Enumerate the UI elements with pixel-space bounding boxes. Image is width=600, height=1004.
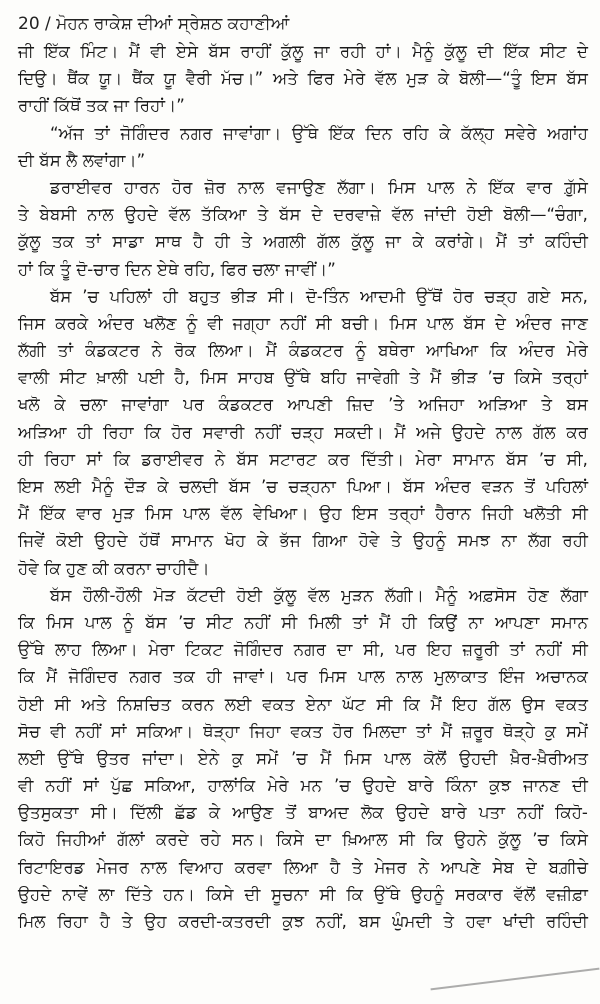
text-line: ਰਿਟਾਇਰਡ ਮੇਜਰ ਨਾਲ ਵਿਆਹ ਕਰਵਾ ਲਿਆ ਹੈ ਤੇ ਮੇਜਰ ਨੇ ਆਪਣੇ ਸੇਬ ਦੇ ਬਗ਼ੀਚੇ [18,857,588,877]
text-line: ਕੁੱਲੂ ਤਕ ਤਾਂ ਸਾਡਾ ਸਾਥ ਹੈ ਹੀ ਤੇ ਅਗਲੀ ਗੱਲ ਕੁੱਲੂ ਜਾ ਕੇ ਕਰਾਂਗੇ। ਮੈਂ ਤਾਂ ਕਹਿੰਦੀ [18,232,588,252]
text-line: “ਅੱਜ ਤਾਂ ਜੋਗਿੰਦਰ ਨਗਰ ਜਾਵਾਂਗਾ। ਉੱਥੇ ਇੱਕ ਦਿਨ ਰਹਿ ਕੇ ਕੱਲ੍ਹ ਸਵੇਰੇ ਅਗਾਂਹ [50,123,588,143]
text-line: ਜਿਵੇਂ ਕੋਈ ਉਹਦੇ ਹੱਥੋਂ ਸਾਮਾਨ ਖੋਹ ਕੇ ਭੱਜ ਗਿਆ ਹੋਵੇ ਤੇ ਉਹਨੂੰ ਸਮਝ ਨਾ ਲੱਗ ਰਹੀ [18,531,588,551]
text-line: ਖਲੋ ਕੇ ਚਲਾ ਜਾਵਾਂਗਾ ਪਰ ਕੰਡਕਟਰ ਆਪਣੀ ਜ਼ਿਦ ’ਤੇ ਅਜਿਹਾ ਅੜਿਆ ਤੇ ਬਸ [18,395,588,415]
page-number: 20 [18,14,40,34]
text-line: ਬੱਸ ’ਚ ਪਹਿਲਾਂ ਹੀ ਬਹੁਤ ਭੀੜ ਸੀ। ਦੋ-ਤਿੰਨ ਆਦਮੀ ਉੱਥੋਂ ਹੋਰ ਚੜ੍ਹ ਗਏ ਸਨ, [50,286,588,306]
text-line: ਹਾਂ ਕਿ ਤੂੰ ਦੋ-ਚਾਰ ਦਿਨ ਏਥੇ ਰਹਿ, ਫਿਰ ਚਲਾ ਜਾਵੀਂ।” [18,259,336,279]
text-line: ਵਾਲੀ ਸੀਟ ਖ਼ਾਲੀ ਪਈ ਹੈ, ਮਿਸ ਸਾਹਬ ਉੱਥੇ ਬਹਿ ਜਾਵੇਗੀ ਤੇ ਮੈਂ ਭੀੜ ’ਚ ਕਿਸੇ ਤਰ੍ਹਾਂ [18,368,588,388]
body-text [18,38,588,935]
text-line: ਦਿਉ। ਥੈਂਕ ਯੂ। ਥੈਂਕ ਯੂ ਵੈਰੀ ਮੱਚ।” ਅਤੇ ਫਿਰ ਮੇਰੇ ਵੱਲ ਮੁੜ ਕੇ ਬੋਲੀ—“ਤੂੰ ਇਸ ਬੱਸ [18,69,588,89]
text-line: ਤੇ ਬੇਬਸੀ ਨਾਲ ਉਹਦੇ ਵੱਲ ਤੱਕਿਆ ਤੇ ਬੱਸ ਦੇ ਦਰਵਾਜ਼ੇ ਵੱਲ ਜਾਂਦੀ ਹੋਈ ਬੋਲੀ—“ਚੰਗਾ, [18,205,588,225]
text-line: ਉਤਸੁਕਤਾ ਸੀ। ਦਿੱਲੀ ਛੱਡ ਕੇ ਆਉਣ ਤੋਂ ਬਾਅਦ ਲੋਕ ਉਹਦੇ ਬਾਰੇ ਪਤਾ ਨਹੀਂ ਕਿਹੋ- [18,803,588,823]
book-title: ਮੋਹਨ ਰਾਕੇਸ਼ ਦੀਆਂ ਸ੍ਰੇਸ਼ਠ ਕਹਾਣੀਆਂ [56,14,290,34]
text-line: ਹੀ ਰਿਹਾ ਸਾਂ ਕਿ ਡਰਾਈਵਰ ਨੇ ਬੱਸ ਸਟਾਰਟ ਕਰ ਦਿੱਤੀ। ਮੇਰਾ ਸਾਮਾਨ ਬੱਸ ’ਚ ਸੀ, [18,449,588,469]
text-line: ਉੱਥੇ ਲਾਹ ਲਿਆ। ਮੇਰਾ ਟਿਕਟ ਜੋਗਿੰਦਰ ਨਗਰ ਦਾ ਸੀ, ਪਰ ਇਹ ਜ਼ਰੂਰੀ ਤਾਂ ਨਹੀਂ ਸੀ [18,640,588,660]
text-line: ਮੈਂ ਇੱਕ ਵਾਰ ਮੁੜ ਮਿਸ ਪਾਲ ਵੱਲ ਵੇਖਿਆ। ਉਹ ਇਸ ਤਰ੍ਹਾਂ ਹੈਰਾਨ ਜਿਹੀ ਖਲੋਤੀ ਸੀ [18,504,588,524]
header-separator: / [45,14,51,34]
text-line: ਲਈ ਉੱਥੇ ਉਤਰ ਜਾਂਦਾ। ਏਨੇ ਕੁ ਸਮੇਂ ’ਚ ਮੈਂ ਮਿਸ ਪਾਲ ਕੋਲੋਂ ਉਹਦੀ ਖ਼ੈਰ-ਖ਼ੈਰੀਅਤ [18,748,588,768]
text-line: ਮਿਲ ਰਿਹਾ ਹੈ ਤੇ ਉਹ ਕਰਦੀ-ਕਤਰਦੀ ਕੁਝ ਨਹੀਂ, ਬਸ ਘੁੰਮਦੀ ਤੇ ਹਵਾ ਖਾਂਦੀ ਰਹਿੰਦੀ [18,912,588,931]
text-line: ਰਾਹੀਂ ਕਿੱਥੋਂ ਤਕ ਜਾ ਰਿਹਾਂ।” [18,96,185,116]
text-line: ਵੀ ਨਹੀਂ ਸਾਂ ਪੁੱਛ ਸਕਿਆ, ਹਾਲਾਂਕਿ ਮੇਰੇ ਮਨ ’ਚ ਉਹਦੇ ਬਾਰੇ ਕਿੰਨਾ ਕੁਝ ਜਾਨਣ ਦੀ [18,776,588,796]
text-line: ਡਰਾਈਵਰ ਹਾਰਨ ਹੋਰ ਜ਼ੋਰ ਨਾਲ ਵਜਾਉਣ ਲੱਗਾ। ਮਿਸ ਪਾਲ ਨੇ ਇੱਕ ਵਾਰ ਗ਼ੁੱਸੇ [50,177,588,197]
text-line: ਕਿਹੋ ਜਿਹੀਆਂ ਗੱਲਾਂ ਕਰਦੇ ਰਹੇ ਸਨ। ਕਿਸੇ ਦਾ ਖ਼ਿਆਲ ਸੀ ਕਿ ਉਹਨੇ ਕੁੱਲੂ ’ਚ ਕਿਸੇ [18,830,588,850]
text-line: ਕਿ ਮੈਂ ਜੋਗਿੰਦਰ ਨਗਰ ਤਕ ਹੀ ਜਾਵਾਂ। ਪਰ ਮਿਸ ਪਾਲ ਨਾਲ ਮੁਲਾਕਾਤ ਇੰਜ ਅਚਾਨਕ [18,667,588,687]
text-line: ਜੀ ਇੱਕ ਮਿੰਟ। ਮੈਂ ਵੀ ਏਸੇ ਬੱਸ ਰਾਹੀਂ ਕੁੱਲੂ ਜਾ ਰਹੀ ਹਾਂ। ਮੈਨੂੰ ਕੁੱਲੂ ਦੀ ਇੱਕ ਸੀਟ ਦੇ [18,42,588,61]
text-line: ਸੋਚ ਵੀ ਨਹੀਂ ਸਾਂ ਸਕਿਆ। ਥੋੜ੍ਹਾ ਜਿਹਾ ਵਕਤ ਹੋਰ ਮਿਲਦਾ ਤਾਂ ਮੈਂ ਜ਼ਰੂਰ ਥੋੜ੍ਹੇ ਕੁ ਸਮੇਂ [18,721,588,741]
text-line: ਹੋਵੇ ਕਿ ਹੁਣ ਕੀ ਕਰਨਾ ਚਾਹੀਦੈ। [18,558,210,578]
text-line: ਦੀ ਬੱਸ ਲੈ ਲਵਾਂਗਾ।” [18,150,146,170]
text-line: ਬੱਸ ਹੌਲੀ-ਹੌਲੀ ਮੋੜ ਕੱਟਦੀ ਹੋਈ ਕੁੱਲੂ ਵੱਲ ਮੁੜਨ ਲੱਗੀ। ਮੈਨੂੰ ਅਫ਼ਸੋਸ ਹੋਣ ਲੱਗਾ [50,585,588,605]
text-line: ਲੱਗੀ ਤਾਂ ਕੰਡਕਟਰ ਨੇ ਰੋਕ ਲਿਆ। ਮੈਂ ਕੰਡਕਟਰ ਨੂੰ ਬਥੇਰਾ ਆਖਿਆ ਕਿ ਅੰਦਰ ਮੇਰੇ [18,341,588,361]
pencil-mark [431,968,600,991]
running-header [18,12,289,36]
text-line: ਇਸ ਲਈ ਮੈਨੂੰ ਦੌੜ ਕੇ ਚਲਦੀ ਬੱਸ ’ਚ ਚੜ੍ਹਨਾ ਪਿਆ। ਬੱਸ ਅੰਦਰ ਵੜਨ ਤੋਂ ਪਹਿਲਾਂ [18,477,588,496]
text-line: ਹੋਈ ਸੀ ਅਤੇ ਨਿਸ਼ਚਿਤ ਕਰਨ ਲਈ ਵਕਤ ਏਨਾ ਘੱਟ ਸੀ ਕਿ ਮੈਂ ਇਹ ਗੱਲ ਉਸ ਵਕਤ [18,694,588,714]
text-line: ਉਹਦੇ ਨਾਵੇਂ ਲਾ ਦਿੱਤੇ ਹਨ। ਕਿਸੇ ਦੀ ਸੂਚਨਾ ਸੀ ਕਿ ਉੱਥੇ ਉਹਨੂੰ ਸਰਕਾਰ ਵੱਲੋਂ ਵਜ਼ੀਫ਼ਾ [18,884,588,904]
text-line: ਅੜਿਆ ਹੀ ਰਿਹਾ ਕਿ ਹੋਰ ਸਵਾਰੀ ਨਹੀਂ ਚੜ੍ਹ ਸਕਦੀ। ਮੈਂ ਅਜੇ ਉਹਦੇ ਨਾਲ ਗੱਲ ਕਰ [18,422,588,442]
text-line: ਕਿ ਮਿਸ ਪਾਲ ਨੂੰ ਬੱਸ ’ਚ ਸੀਟ ਨਹੀਂ ਸੀ ਮਿਲੀ ਤਾਂ ਮੈਂ ਹੀ ਕਿਉਂ ਨਾ ਆਪਣਾ ਸਮਾਨ [18,612,588,632]
text-line: ਜਿਸ ਕਰਕੇ ਅੰਦਰ ਖਲੋਣ ਨੂੰ ਵੀ ਜਗ੍ਹਾ ਨਹੀਂ ਸੀ ਬਚੀ। ਮਿਸ ਪਾਲ ਬੱਸ ਦੇ ਅੰਦਰ ਜਾਣ [18,313,588,333]
